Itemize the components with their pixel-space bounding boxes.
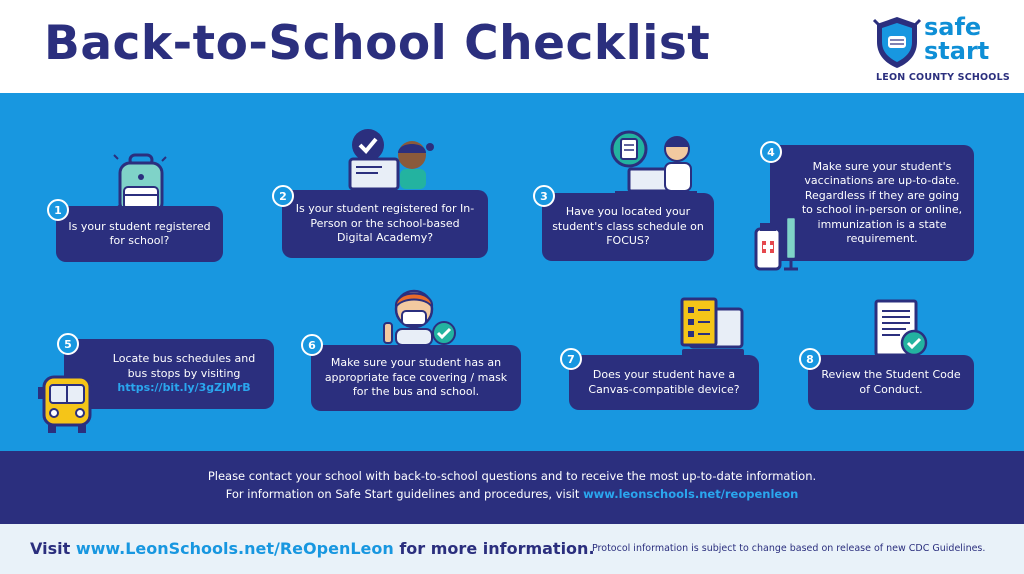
face-mask-icon (380, 283, 460, 347)
info-line-2-prefix: For information on Safe Start guidelines and procedures, visit (225, 487, 580, 501)
checklist-number-1: 1 (47, 199, 69, 221)
visit-line (30, 539, 595, 558)
checklist-number-7: 7 (560, 348, 582, 370)
logo-subtitle: LEON COUNTY SCHOOLS (876, 72, 1010, 83)
checklist-card-3 (542, 193, 714, 261)
device-icon (676, 297, 746, 361)
visit-prefix: Visit (30, 539, 71, 558)
student-laptop-icon (342, 125, 438, 193)
visit-suffix: for more information. (399, 539, 595, 558)
checklist-number-8: 8 (799, 348, 821, 370)
reopen-leon-link[interactable]: www.leonschools.net/reopenleon (583, 487, 799, 501)
checklist-text-1: Is your student registered for school? (68, 219, 211, 247)
checklist-area (0, 93, 1024, 451)
checklist-card-8 (808, 355, 974, 410)
bottom-bar (0, 524, 1024, 574)
checklist-number-5: 5 (57, 333, 79, 355)
info-line-2 (0, 487, 1024, 501)
checklist-card-6 (311, 345, 521, 411)
logo-word-safe: safe (924, 13, 982, 41)
header (0, 0, 1024, 93)
code-of-conduct-icon (866, 299, 930, 361)
vaccine-icon (752, 207, 804, 273)
shield-mask-icon (872, 14, 922, 70)
checklist-number-4: 4 (760, 141, 782, 163)
logo-word-start: start (924, 37, 990, 65)
protocol-notice: Protocol information is subject to change based on release of new CDC Guidelines. (592, 543, 986, 554)
page-title: Back-to-School Checklist (44, 16, 711, 71)
checklist-text-4: Make sure your student's vaccinations are up-to-date. Regardless if they are going to school in-person or online, immunization is a state requirement. (801, 159, 963, 245)
checklist-number-6: 6 (301, 334, 323, 356)
school-bus-icon (38, 373, 96, 435)
checklist-text-5: Locate bus schedules and bus stops by visiting (112, 352, 256, 380)
schedule-computer-icon (605, 129, 701, 197)
visit-url-link[interactable]: www.LeonSchools.net/ReOpenLeon (75, 539, 394, 558)
checklist-text-2: Is your student registered for In-Person or the school-based Digital Academy? (295, 202, 475, 245)
checklist-text-3: Have you located your student's class schedule on FOCUS? (552, 205, 704, 248)
info-band (0, 451, 1024, 524)
checklist-card-1 (56, 206, 223, 262)
safe-start-logo[interactable] (866, 12, 1010, 88)
info-line-1: Please contact your school with back-to-school questions and to receive the most up-to-date information. (207, 469, 817, 483)
checklist-text-6: Make sure your student has an appropriate face covering / mask for the bus and school. (324, 356, 508, 399)
checklist-text-7: Does your student have a Canvas-compatible device? (588, 368, 740, 396)
checklist-card-7 (569, 355, 759, 410)
checklist-text-8: Review the Student Code of Conduct. (821, 368, 961, 396)
checklist-number-2: 2 (272, 185, 294, 207)
checklist-card-2 (282, 190, 488, 258)
checklist-number-3: 3 (533, 185, 555, 207)
bus-schedule-link[interactable]: https://bit.ly/3gZjMrB (117, 381, 251, 395)
